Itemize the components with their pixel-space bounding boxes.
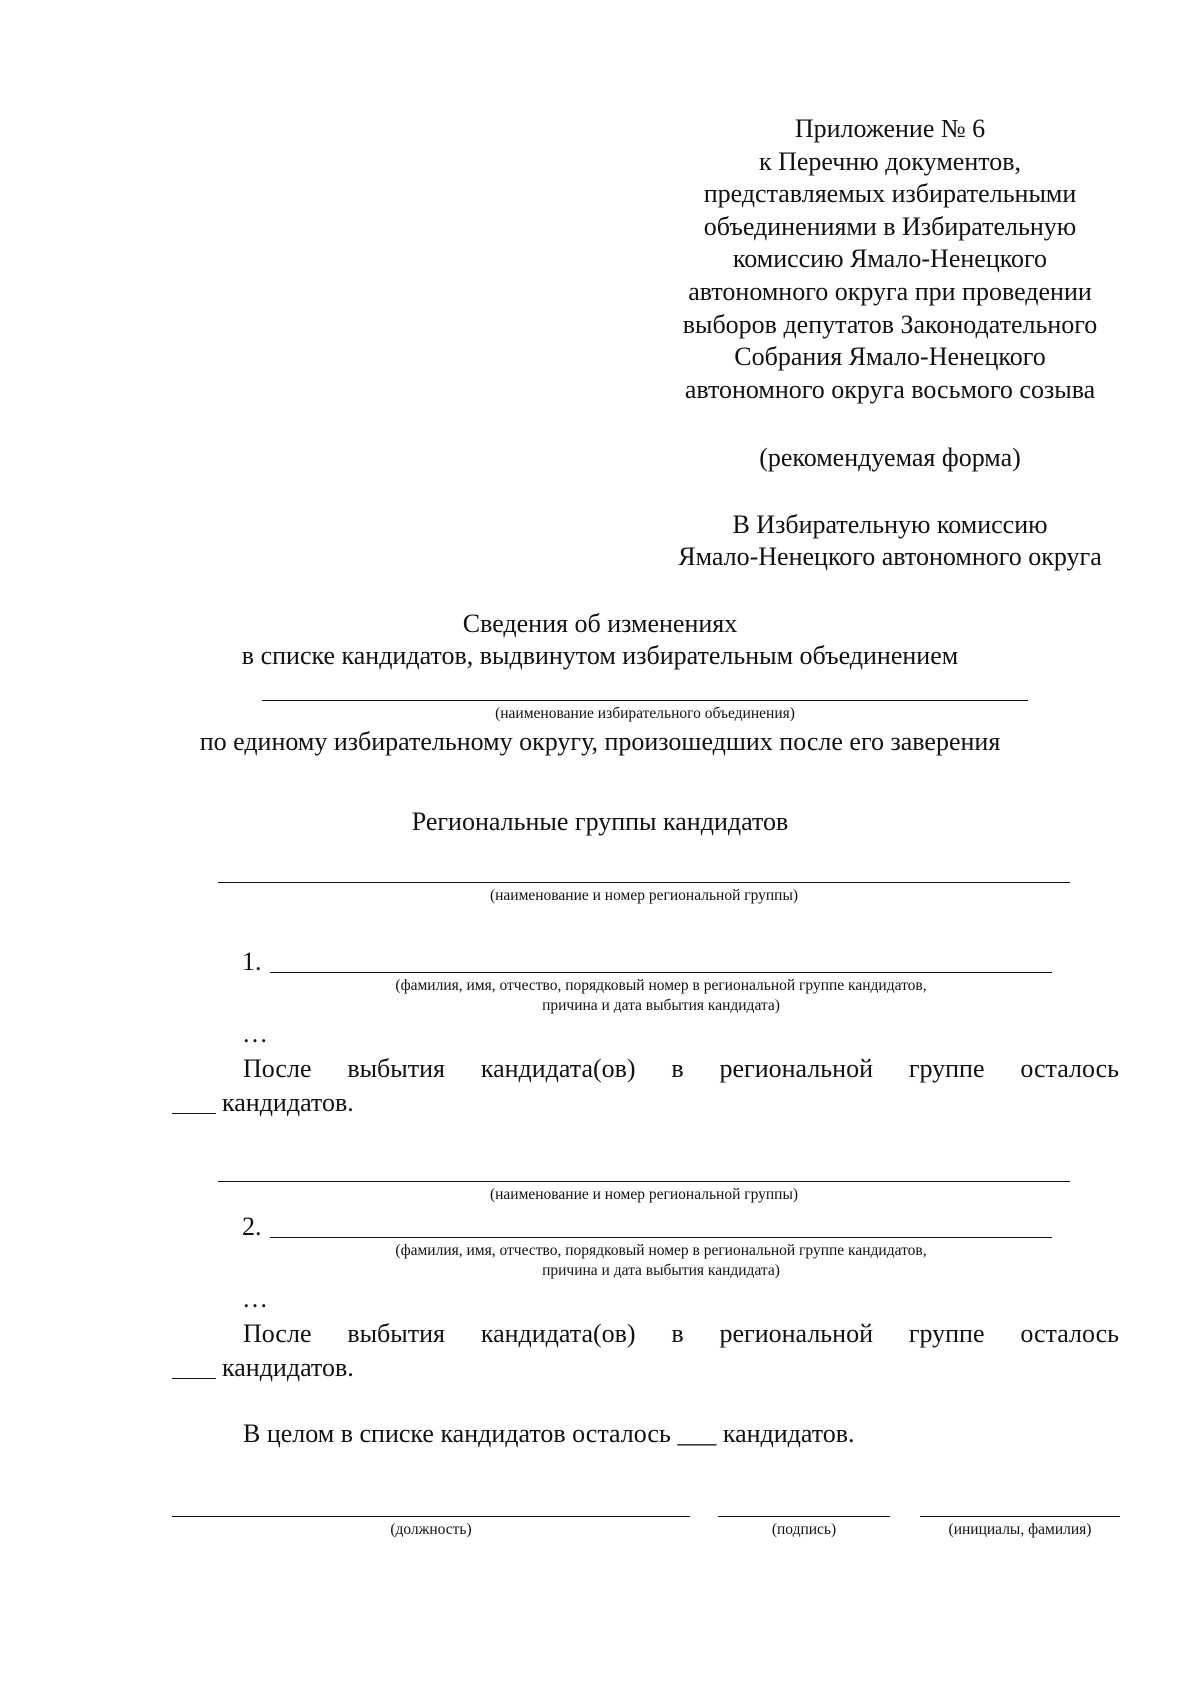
ellipsis-1: …: [242, 1019, 268, 1048]
ellipsis-2: …: [242, 1284, 268, 1313]
candidate-2-number: 2.: [242, 1212, 262, 1241]
remaining-text-1: После выбытия кандидата(ов) в региональной группе осталось: [243, 1054, 1119, 1083]
form-note: (рекомендуемая форма): [759, 443, 1021, 472]
remaining-blank-2: [172, 1378, 216, 1379]
candidate-1-caption-2: причина и дата выбытия кандидата): [542, 997, 780, 1014]
appendix-line: комиссию Ямало-Ненецкого: [732, 244, 1048, 274]
name-caption: (инициалы, фамилия): [948, 1521, 1092, 1538]
appendix-line: автономного округа восьмого созыва: [684, 374, 1096, 404]
total-prefix: В целом в списке кандидатов осталось: [243, 1419, 671, 1448]
total-suffix: кандидатов.: [722, 1419, 855, 1448]
candidate-2-caption-2: причина и дата выбытия кандидата): [542, 1262, 780, 1279]
association-name-line: [262, 700, 1028, 701]
appendix-line: выборов депутатов Законодательного: [682, 309, 1098, 339]
candidate-1-number: 1.: [242, 947, 262, 976]
remaining-suffix-1: кандидатов.: [222, 1088, 354, 1117]
title-line-2: в списке кандидатов, выдвинутом избирательным объединением: [241, 641, 959, 670]
appendix-line: автономного округа при проведении: [688, 276, 1092, 306]
addressee-line-1: В Избирательную комиссию: [732, 510, 1048, 539]
association-caption: (наименование избирательного объединения): [495, 705, 795, 722]
group-1-caption: (наименование и номер региональной группы): [489, 887, 799, 904]
appendix-line: объединениями в Избирательную: [703, 211, 1077, 241]
signature-caption: (подпись): [771, 1521, 837, 1538]
position-caption: (должность): [390, 1521, 472, 1538]
position-line: [172, 1516, 690, 1517]
group-2-name-line: [218, 1181, 1070, 1182]
appendix-line: представляемых избирательными: [703, 179, 1077, 209]
candidate-1-line: [270, 972, 1052, 973]
group-1-name-line: [218, 882, 1070, 883]
appendix-line: к Перечню документов,: [758, 146, 1022, 176]
regional-heading: Региональные группы кандидатов: [411, 807, 789, 836]
addressee-line-2: Ямало-Ненецкого автономного округа: [678, 542, 1102, 571]
candidate-1-caption-1: (фамилия, имя, отчество, порядковый номер в региональной группе кандидатов,: [395, 977, 927, 994]
appendix-header: [640, 113, 1140, 406]
title-line-3: по единому избирательному округу, произошедших после его заверения: [199, 727, 1001, 756]
remaining-blank-1: [172, 1113, 216, 1114]
appendix-line: Приложение № 6: [794, 114, 986, 143]
signature-line: [718, 1516, 890, 1517]
group-2-caption: (наименование и номер региональной группы): [489, 1186, 799, 1203]
total-blank: ___: [677, 1419, 717, 1448]
title-line-1: Сведения об изменениях: [462, 609, 738, 638]
remaining-text-2: После выбытия кандидата(ов) в региональной группе осталось: [243, 1319, 1119, 1348]
total-line: [243, 1418, 855, 1450]
candidate-2-caption-1: (фамилия, имя, отчество, порядковый номер в региональной группе кандидатов,: [395, 1242, 927, 1259]
appendix-line: Собрания Ямало-Ненецкого: [734, 342, 1046, 372]
remaining-suffix-2: кандидатов.: [222, 1353, 354, 1382]
candidate-2-line: [270, 1237, 1052, 1238]
name-line: [920, 1516, 1120, 1517]
